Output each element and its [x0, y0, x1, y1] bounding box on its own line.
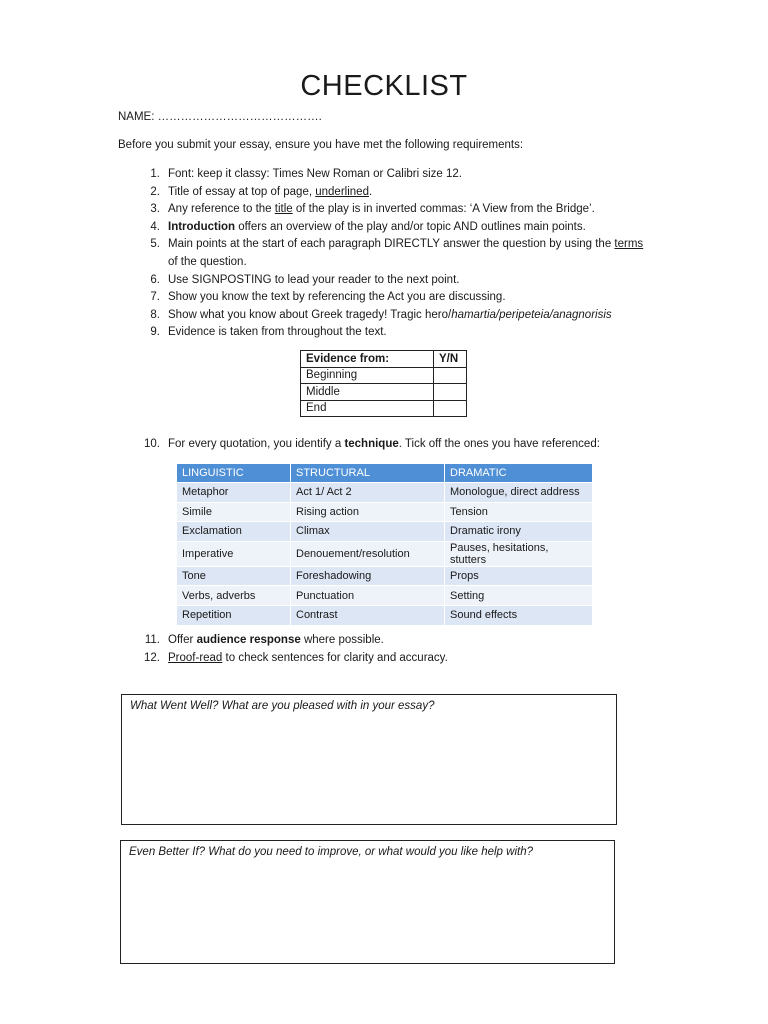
text-run: Evidence is taken from throughout the text. — [168, 326, 387, 339]
list-number: 8. — [150, 308, 160, 321]
what-went-well-prompt: What Went Well? What are you pleased with in your essay? — [130, 700, 435, 712]
text-run: of the question. — [168, 255, 247, 268]
structural-header: STRUCTURAL — [291, 464, 444, 482]
dramatic-cell: Props — [445, 567, 592, 586]
list-text — [168, 436, 655, 454]
evidence-table — [300, 350, 467, 417]
list-item — [135, 219, 655, 237]
list-number: 7. — [150, 291, 160, 304]
list-number: 10. — [144, 438, 160, 450]
list-text — [168, 632, 655, 650]
evidence-cell: Middle — [301, 384, 434, 401]
list-item — [135, 272, 655, 290]
table-row — [177, 586, 592, 605]
linguistic-cell: Repetition — [177, 606, 290, 625]
linguistic-cell: Imperative — [177, 542, 290, 566]
linguistic-cell: Simile — [177, 503, 290, 522]
list-text — [168, 307, 655, 325]
name-line: NAME: ……………………………………. — [118, 111, 322, 123]
list-text — [168, 236, 655, 271]
text-run: Title of essay at top of page, — [168, 185, 316, 198]
yn-cell[interactable] — [434, 384, 467, 401]
text-run: offers an overview of the play and/or topic AND outlines main points. — [235, 220, 586, 233]
list-item — [135, 324, 655, 342]
list-item — [135, 184, 655, 202]
dramatic-cell: Pauses, hesitations, stutters — [445, 542, 592, 566]
list-number: 3. — [150, 203, 160, 216]
even-better-if-box[interactable] — [120, 840, 615, 964]
list-text — [168, 219, 655, 237]
yn-header: Y/N — [434, 351, 467, 368]
requirements-end-list — [135, 632, 655, 667]
list-item — [135, 650, 655, 668]
list-number: 5. — [150, 238, 160, 251]
text-run: hamartia/peripeteia/anagnorisis — [451, 308, 612, 321]
list-number: 9. — [150, 326, 160, 339]
list-number: 12. — [144, 651, 160, 664]
text-run: Offer — [168, 634, 197, 646]
intro-text: Before you submit your essay, ensure you have met the following requirements: — [118, 139, 524, 151]
text-run: Introduction — [168, 220, 236, 233]
list-item — [135, 436, 655, 454]
text-run: Proof-read — [168, 651, 223, 664]
requirements-list — [135, 166, 655, 342]
linguistic-cell: Verbs, adverbs — [177, 586, 290, 605]
table-row — [177, 567, 592, 586]
linguistic-header: LINGUISTIC — [177, 464, 290, 482]
list-item — [135, 307, 655, 325]
table-row — [177, 503, 592, 522]
list-text — [168, 166, 655, 184]
text-run: of the play is in inverted commas: ‘A View from the Bridge’. — [292, 203, 595, 216]
text-run: Show what you know about Greek tragedy! Tragic hero/ — [168, 308, 452, 321]
list-item — [135, 201, 655, 219]
requirement-10 — [135, 436, 655, 454]
dramatic-header: DRAMATIC — [445, 464, 592, 482]
table-row — [301, 367, 467, 384]
text-run: For every quotation, you identify a — [168, 438, 345, 450]
yn-cell[interactable] — [434, 367, 467, 384]
text-run: where possible. — [300, 634, 384, 646]
list-text — [168, 272, 655, 290]
table-row — [177, 606, 592, 625]
text-run: terms — [614, 238, 644, 251]
table-row — [301, 400, 467, 417]
structural-cell: Denouement/resolution — [291, 542, 444, 566]
table-row — [301, 384, 467, 401]
even-better-if-prompt: Even Better If? What do you need to improve, or what would you like help with? — [129, 846, 533, 858]
evidence-cell: Beginning — [301, 367, 434, 384]
dramatic-cell: Sound effects — [445, 606, 592, 625]
list-item — [135, 236, 655, 271]
what-went-well-box[interactable] — [121, 694, 617, 825]
text-run: Main points at the start of each paragraph DIRECTLY answer the question by using the — [168, 238, 615, 251]
structural-cell: Act 1/ Act 2 — [291, 483, 444, 502]
evidence-header: Evidence from: — [301, 351, 434, 368]
text-run: audience response — [196, 634, 301, 646]
page-title: CHECKLIST — [300, 70, 468, 102]
list-text — [168, 289, 655, 307]
dramatic-cell: Dramatic irony — [445, 522, 592, 541]
text-run: underlined — [315, 185, 369, 198]
text-run: Any reference to the — [168, 203, 275, 216]
structural-cell: Rising action — [291, 503, 444, 522]
technique-table — [176, 463, 593, 626]
table-row — [177, 522, 592, 541]
structural-cell: Foreshadowing — [291, 567, 444, 586]
table-row — [177, 542, 592, 566]
text-run: . — [368, 185, 373, 198]
list-number: 1. — [150, 168, 160, 180]
list-item — [135, 632, 655, 650]
list-text — [168, 201, 655, 219]
structural-cell: Contrast — [291, 606, 444, 625]
list-number: 11. — [144, 634, 160, 646]
table-row — [177, 483, 592, 502]
evidence-cell: End — [301, 400, 434, 417]
text-run: . Tick off the ones you have referenced: — [398, 438, 600, 450]
dramatic-cell: Monologue, direct address — [445, 483, 592, 502]
structural-cell: Climax — [291, 522, 444, 541]
dramatic-cell: Setting — [445, 586, 592, 605]
linguistic-cell: Exclamation — [177, 522, 290, 541]
list-number: 4. — [150, 220, 160, 233]
text-run: technique — [344, 438, 399, 450]
text-run: Show you know the text by referencing the Act you are discussing. — [168, 291, 506, 304]
list-item — [135, 289, 655, 307]
linguistic-cell: Tone — [177, 567, 290, 586]
dramatic-cell: Tension — [445, 503, 592, 522]
structural-cell: Punctuation — [291, 586, 444, 605]
linguistic-cell: Metaphor — [177, 483, 290, 502]
text-run: title — [274, 203, 293, 216]
list-number: 2. — [150, 185, 160, 198]
list-text — [168, 324, 655, 342]
list-text — [168, 184, 655, 202]
list-number: 6. — [150, 273, 160, 286]
list-item — [135, 166, 655, 184]
text-run: Use SIGNPOSTING to lead your reader to the next point. — [168, 273, 460, 286]
text-run: to check sentences for clarity and accuracy. — [222, 651, 448, 664]
text-run: Font: keep it classy: Times New Roman or Calibri size 12. — [168, 168, 462, 180]
list-text — [168, 650, 655, 668]
yn-cell[interactable] — [434, 400, 467, 417]
